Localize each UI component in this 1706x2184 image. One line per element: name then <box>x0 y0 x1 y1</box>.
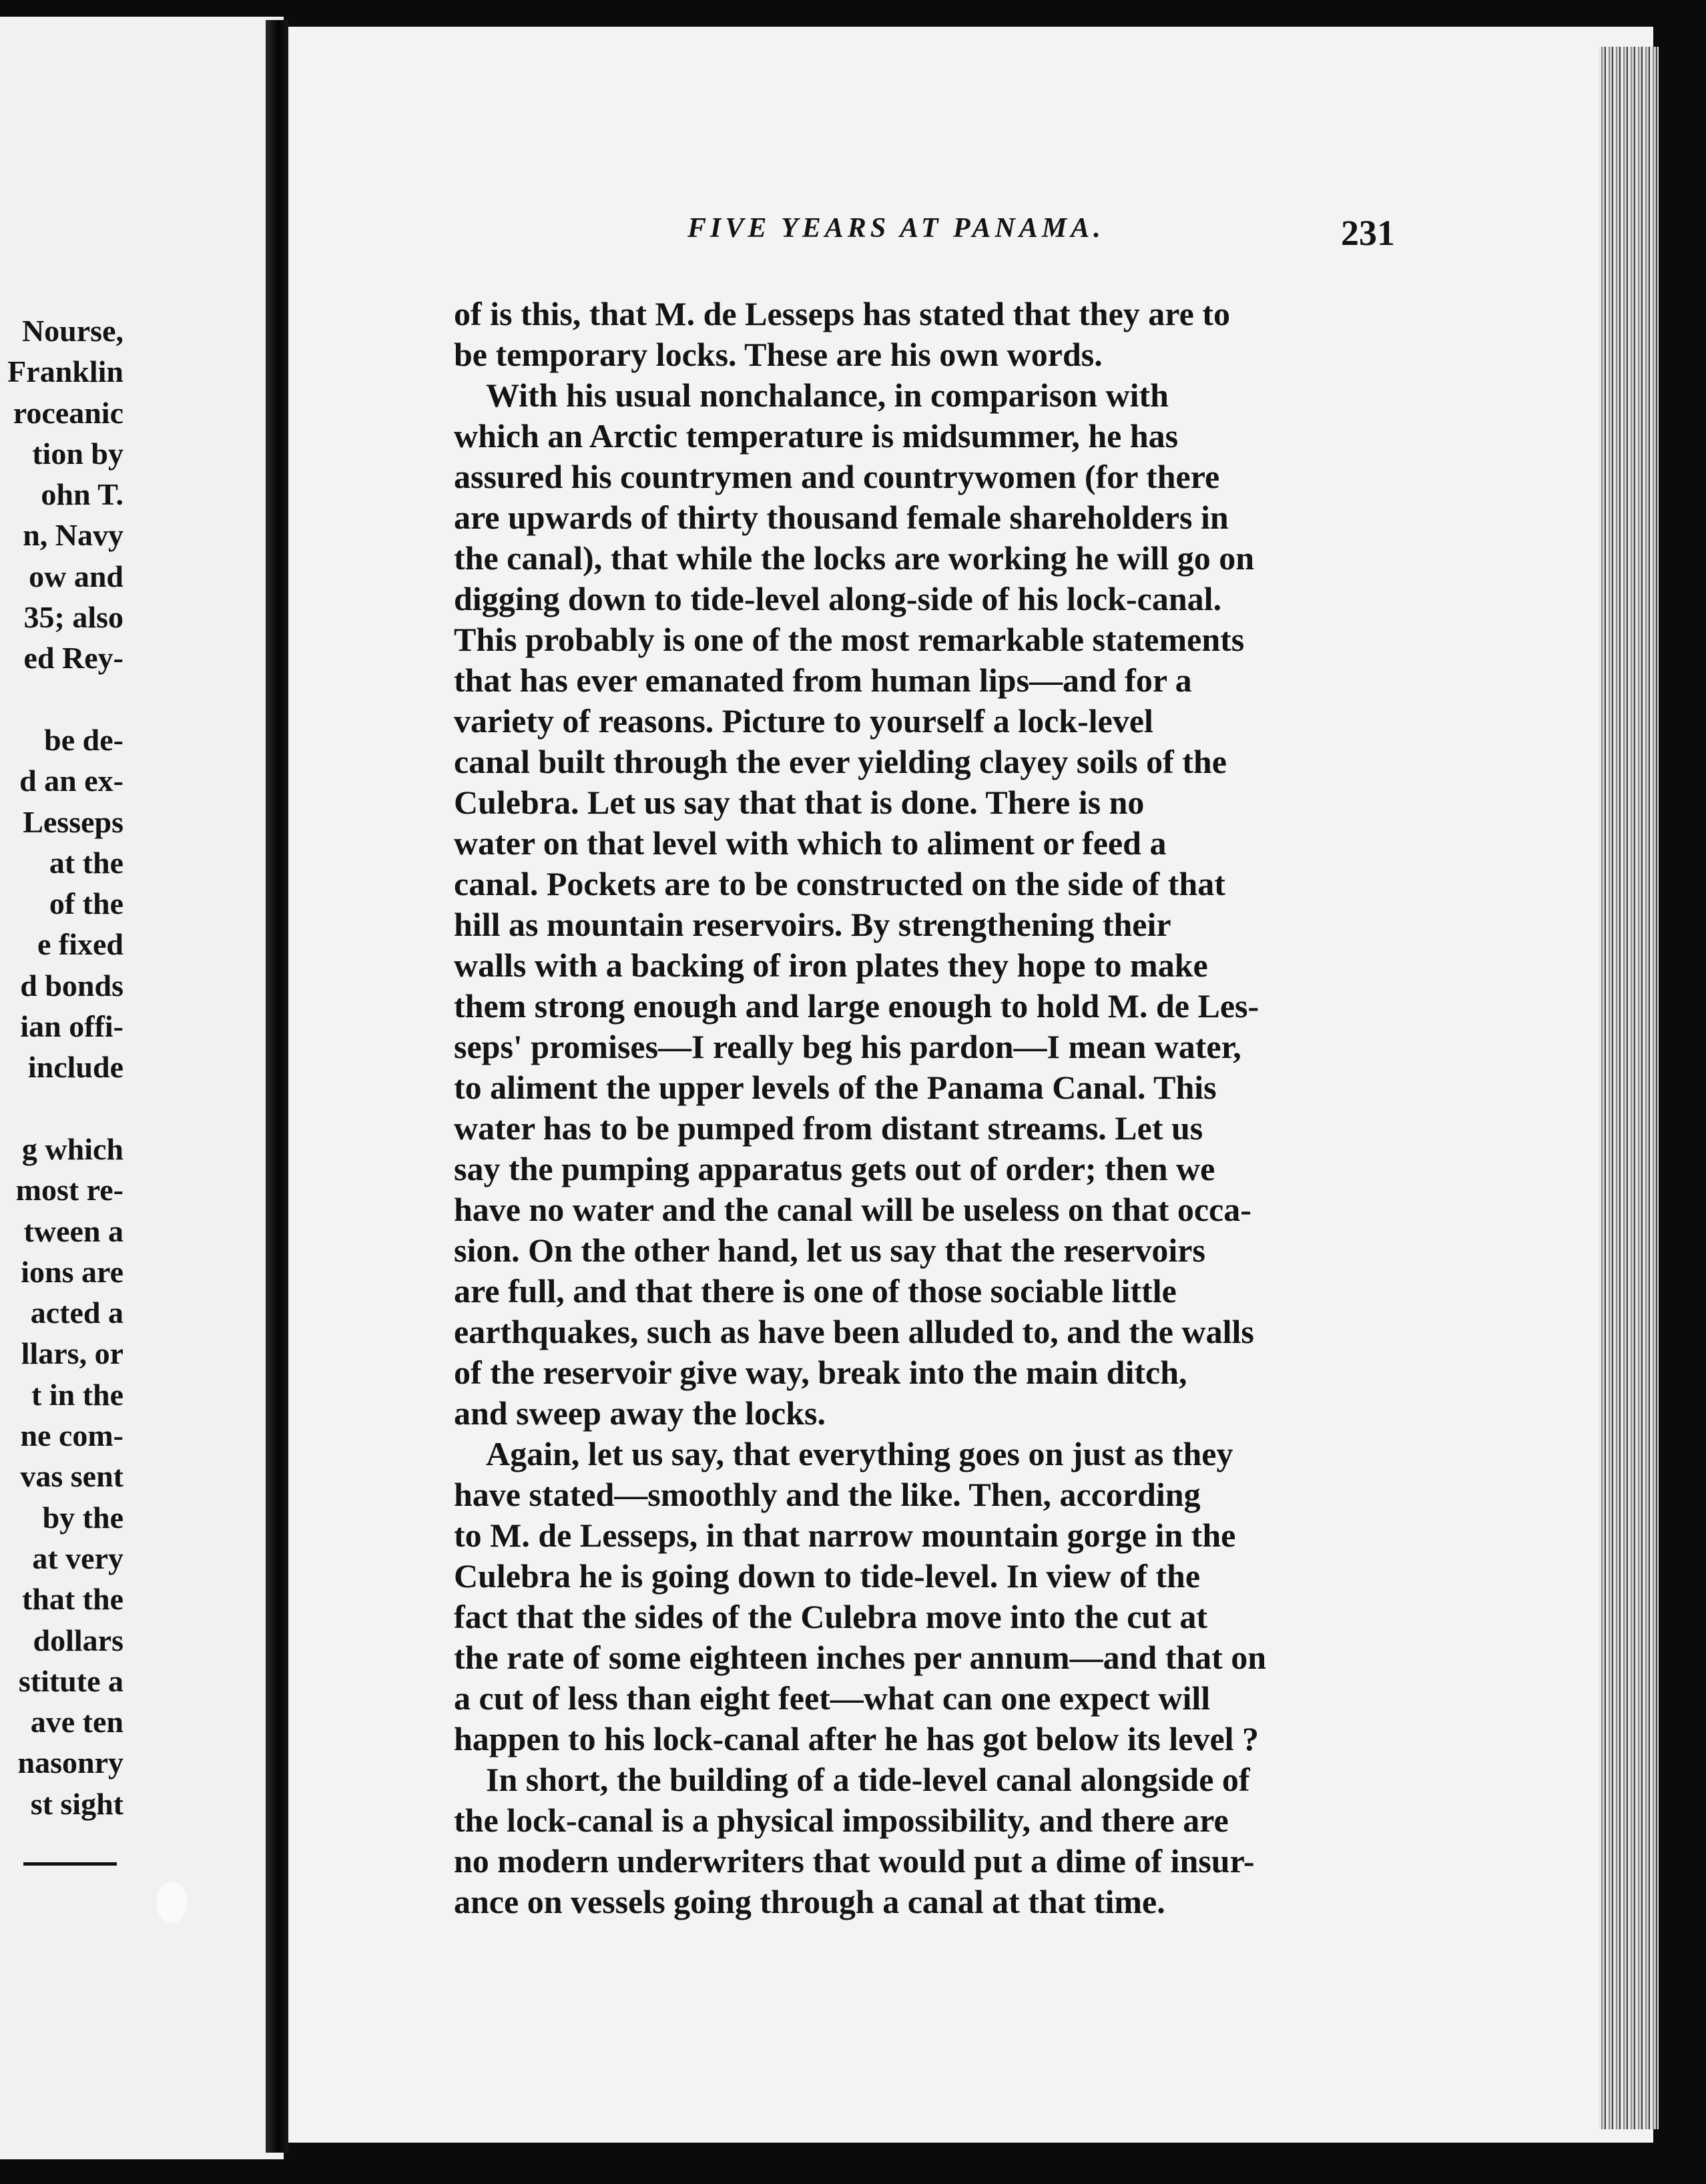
footnote-rule <box>23 1862 117 1866</box>
left-page-line: ave ten <box>30 1705 123 1739</box>
left-page-text <box>0 310 123 1824</box>
body-line: the canal), that while the locks are working he will go on <box>454 539 1255 577</box>
left-page-line: t in the <box>31 1377 123 1412</box>
body-line: of the reservoir give way, break into the main ditch, <box>454 1354 1187 1391</box>
body-line: have stated—smoothly and the like. Then, according <box>454 1476 1201 1513</box>
body-line: be temporary locks. These are his own words. <box>454 336 1103 373</box>
left-page-line: tion by <box>32 436 123 471</box>
left-page-line: that the <box>21 1582 123 1617</box>
left-page-line: Nourse, <box>21 314 123 348</box>
left-page <box>0 17 284 2159</box>
left-page-line: of the <box>49 886 123 921</box>
body-line: no modern underwriters that would put a dime of insur- <box>454 1842 1255 1880</box>
body-line: to aliment the upper levels of the Panama Canal. This <box>454 1069 1217 1106</box>
left-page-line: ed Rey- <box>23 641 123 675</box>
body-line: water has to be pumped from distant streams. Let us <box>454 1109 1203 1147</box>
left-page-line: at the <box>49 845 123 880</box>
body-line: sion. On the other hand, let us say that the reservoirs <box>454 1232 1205 1269</box>
left-page-line: Lesseps <box>23 804 123 839</box>
body-line: With his usual nonchalance, in comparison with <box>486 376 1169 414</box>
left-page-line: 35; also <box>23 600 123 635</box>
body-line: a cut of less than eight feet—what can one expect will <box>454 1679 1211 1717</box>
body-line: digging down to tide-level along-side of his lock-canal. <box>454 580 1222 617</box>
body-line: are upwards of thirty thousand female shareholders in <box>454 499 1229 536</box>
body-line: that has ever emanated from human lips—and for a <box>454 661 1192 699</box>
body-line: seps' promises—I really beg his pardon—I mean water, <box>454 1028 1241 1065</box>
left-page-line: at very <box>32 1541 123 1575</box>
page-number: 231 <box>1341 213 1395 253</box>
left-page-line: llars, or <box>21 1336 123 1371</box>
body-line: walls with a backing of iron plates they hope to make <box>454 946 1208 984</box>
body-line: water on that level with which to aliment or feed a <box>454 824 1167 862</box>
left-page-line: most re- <box>15 1173 123 1207</box>
body-line: This probably is one of the most remarkable statements <box>454 621 1245 658</box>
body-line: variety of reasons. Picture to yourself a lock-level <box>454 702 1153 740</box>
running-title: FIVE YEARS AT PANAMA. <box>687 213 1105 244</box>
left-page-line <box>0 1088 123 1129</box>
body-line: them strong enough and large enough to hold M. de Les- <box>454 987 1259 1025</box>
left-page-line: ne com- <box>20 1418 123 1453</box>
left-page-line: Franklin <box>7 354 123 389</box>
body-line: are full, and that there is one of those sociable little <box>454 1272 1177 1310</box>
left-page-line: by the <box>42 1500 123 1535</box>
left-page-line: st sight <box>30 1786 123 1821</box>
body-line: the lock-canal is a physical impossibility, and there are <box>454 1802 1229 1839</box>
body-line: Again, let us say, that everything goes on just as they <box>486 1435 1233 1472</box>
body-line: to M. de Lesseps, in that narrow mountain gorge in the <box>454 1517 1236 1554</box>
body-line: canal built through the ever yielding clayey soils of the <box>454 743 1227 780</box>
body-line: the rate of some eighteen inches per annum—and that on <box>454 1639 1267 1676</box>
left-page-line: e fixed <box>37 927 123 962</box>
left-page-line: be de- <box>44 722 123 757</box>
left-page-line: ions are <box>21 1254 123 1289</box>
left-page-line: ian offi- <box>20 1009 123 1044</box>
book-gutter <box>266 20 288 2153</box>
left-page-line: g which <box>21 1131 123 1166</box>
body-text <box>454 294 1388 1922</box>
body-line: have no water and the canal will be useless on that occa- <box>454 1191 1251 1228</box>
body-line: Culebra. Let us say that that is done. There is no <box>454 784 1145 821</box>
left-page-line: vas sent <box>20 1459 123 1494</box>
left-page-line: d an ex- <box>19 764 123 798</box>
left-page-line: ohn T. <box>41 477 123 512</box>
body-line: ance on vessels going through a canal at that time. <box>454 1883 1165 1920</box>
left-page-line: include <box>27 1050 123 1085</box>
left-page-line: dollars <box>33 1623 123 1657</box>
body-line: fact that the sides of the Culebra move into the cut at <box>454 1598 1208 1635</box>
left-page-line: nasonry <box>17 1745 123 1780</box>
body-line: say the pumping apparatus gets out of order; then we <box>454 1150 1215 1187</box>
left-page-line: ow and <box>29 559 123 593</box>
page-edges <box>1599 47 1659 2129</box>
body-line: earthquakes, such as have been alluded to, and the walls <box>454 1313 1254 1350</box>
body-line: of is this, that M. de Lesseps has stated that they are to <box>454 295 1230 332</box>
left-page-line: acted a <box>30 1296 123 1330</box>
left-page-line: roceanic <box>13 395 123 430</box>
body-line: In short, the building of a tide-level canal alongside of <box>486 1761 1250 1798</box>
body-line: assured his countrymen and countrywomen (for there <box>454 458 1220 495</box>
body-line: happen to his lock-canal after he has got below its level ? <box>454 1720 1259 1757</box>
body-line: hill as mountain reservoirs. By strengthening their <box>454 906 1171 943</box>
left-page-line: n, Navy <box>23 518 123 553</box>
left-page-line <box>0 679 123 720</box>
body-line: which an Arctic temperature is midsummer, he has <box>454 417 1179 455</box>
left-page-line: stitute a <box>18 1663 123 1698</box>
running-head <box>687 212 1395 259</box>
paper-blemish <box>157 1882 187 1922</box>
left-page-line: d bonds <box>20 968 123 1003</box>
body-line: Culebra he is going down to tide-level. In view of the <box>454 1557 1201 1595</box>
body-line: and sweep away the locks. <box>454 1394 826 1432</box>
left-page-line: tween a <box>23 1213 123 1248</box>
body-line: canal. Pockets are to be constructed on the side of that <box>454 865 1225 902</box>
